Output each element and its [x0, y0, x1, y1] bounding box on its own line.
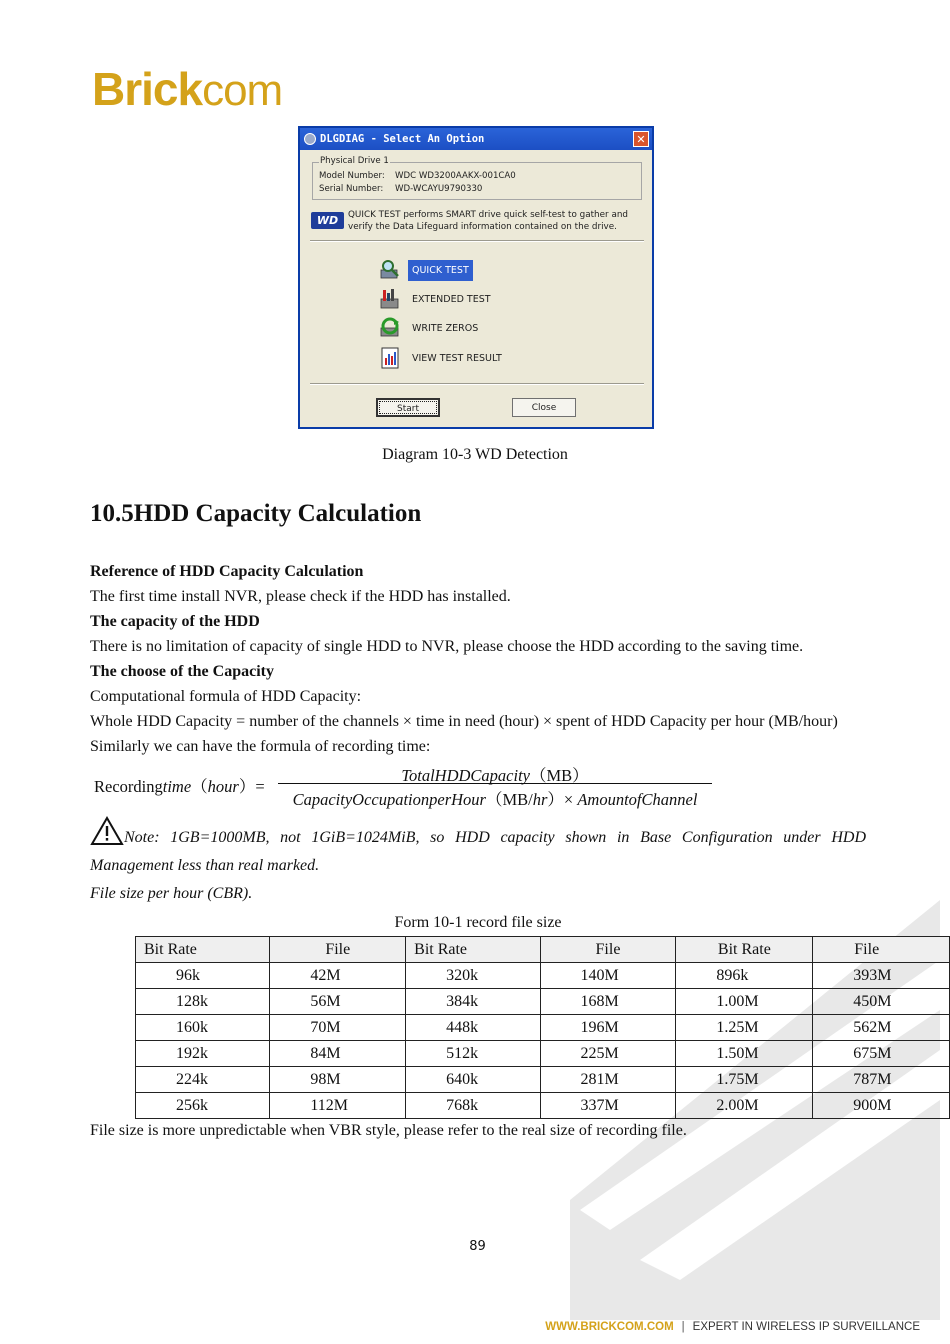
tools-drive-icon	[378, 287, 402, 311]
similar-line: Similarly we can have the formula of recording time:	[90, 738, 431, 755]
table-cell: 384k	[406, 989, 540, 1015]
table-cell: 140M	[540, 963, 676, 989]
denominator-a: CapacityOccupationperHour	[292, 790, 486, 809]
dialog-title-bar	[300, 128, 652, 150]
close-icon[interactable]: ✕	[633, 131, 649, 147]
table-cell: 337M	[540, 1093, 676, 1119]
header-cell: Bit Rate	[676, 937, 813, 963]
table-cell: 225M	[540, 1041, 676, 1067]
model-row	[319, 171, 516, 181]
formula-lhs-d: hour	[207, 777, 239, 796]
footer-website[interactable]: WWW.BRICKCOM.COM	[545, 1321, 674, 1333]
table-cell: 42M	[270, 963, 406, 989]
denominator-b: （MB/	[485, 790, 533, 809]
section-title: 10.5HDD Capacity Calculation	[90, 500, 422, 527]
table-cell: 640k	[406, 1067, 540, 1093]
footer-separator: |	[681, 1321, 685, 1333]
table-row	[136, 989, 950, 1015]
file-size-table	[135, 936, 950, 1119]
capacity-text: There is no limitation of capacity of single HDD to NVR, please choose the HDD according to the saving time.	[90, 638, 804, 655]
brickcom-logo	[92, 63, 283, 115]
figure-caption: Diagram 10-3 WD Detection	[382, 446, 568, 463]
recording-time-formula	[94, 762, 734, 808]
group-legend: Physical Drive 1	[320, 156, 389, 166]
fraction-bar	[278, 783, 712, 784]
table-cell: 112M	[270, 1093, 406, 1119]
choose-heading: The choose of the Capacity	[90, 663, 274, 680]
table-cell: 160k	[136, 1015, 270, 1041]
numerator-a: TotalHDDCapacity	[401, 766, 530, 785]
note-text: Note: 1GB=1000MB, not 1GiB=1024MiB, so HDD capacity shown in Base Configuration under HDD Management less than real marked.	[90, 829, 866, 874]
physical-drive-group	[312, 156, 642, 200]
report-icon	[378, 346, 402, 370]
table-cell: 281M	[540, 1067, 676, 1093]
table-row	[136, 1093, 950, 1119]
logo-light: com	[202, 66, 283, 115]
table-cell: 128k	[136, 989, 270, 1015]
table-cell: 1.00M	[676, 989, 813, 1015]
test-description: QUICK TEST performs SMART drive quick self-test to gather and verify the Data Lifeguard information contained on the drive.	[348, 210, 628, 232]
table-cell: 1.75M	[676, 1067, 813, 1093]
header-cell: File	[813, 937, 950, 963]
denominator-c: hr	[532, 790, 548, 809]
option-label: QUICK TEST	[408, 260, 473, 281]
formula-lhs-b: time	[162, 777, 192, 796]
reference-text: The first time install NVR, please check if the HDD has installed.	[90, 588, 511, 605]
formula-intro: Computational formula of HDD Capacity:	[90, 688, 362, 705]
table-cell: 512k	[406, 1041, 540, 1067]
table-row	[136, 1015, 950, 1041]
table-cell: 192k	[136, 1041, 270, 1067]
note-block	[90, 816, 866, 908]
logo-bold: Brick	[92, 63, 203, 115]
serial-row	[319, 184, 482, 194]
magnifier-drive-icon	[378, 258, 402, 282]
formula-lhs-e: ）=	[238, 777, 265, 796]
vbr-note: File size is more unpredictable when VBR style, please refer to the real size of recording file.	[90, 1122, 687, 1139]
table-row	[136, 963, 950, 989]
serial-label: Serial Number:	[319, 184, 384, 194]
table-cell: 168M	[540, 989, 676, 1015]
table-cell: 56M	[270, 989, 406, 1015]
table-cell: 320k	[406, 963, 540, 989]
wd-logo-icon: WD	[311, 212, 344, 229]
formula-lhs-a: Recording	[94, 777, 163, 796]
option-extended-test[interactable]	[378, 287, 495, 311]
reference-heading: Reference of HDD Capacity Calculation	[90, 563, 364, 580]
capacity-formula: Whole HDD Capacity = number of the channels × time in need (hour) × spent of HDD Capacity per hour (MB/hour)	[90, 713, 838, 730]
option-write-zeros[interactable]	[378, 316, 482, 340]
model-label: Model Number:	[319, 171, 385, 181]
model-value: WDC WD3200AAKX-001CA0	[395, 171, 516, 181]
serial-value: WD-WCAYU9790330	[395, 184, 483, 194]
table-cell: 70M	[270, 1015, 406, 1041]
denominator-e: AmountofChannel	[577, 790, 698, 809]
header-cell: File	[540, 937, 676, 963]
app-icon	[304, 133, 316, 145]
option-label: EXTENDED TEST	[412, 293, 491, 305]
table-cell: 98M	[270, 1067, 406, 1093]
recycle-icon	[378, 316, 402, 340]
table-cell: 900M	[813, 1093, 950, 1119]
close-button[interactable]: Close	[512, 398, 576, 417]
table-cell: 84M	[270, 1041, 406, 1067]
table-cell: 224k	[136, 1067, 270, 1093]
table-cell: 787M	[813, 1067, 950, 1093]
option-label: WRITE ZEROS	[412, 322, 479, 334]
page-number: 89	[469, 1239, 486, 1254]
table-cell: 675M	[813, 1041, 950, 1067]
option-quick-test[interactable]	[378, 258, 473, 282]
divider	[310, 383, 644, 385]
divider	[310, 240, 644, 242]
formula-lhs	[94, 773, 265, 797]
table-row	[136, 1067, 950, 1093]
capacity-heading: The capacity of the HDD	[90, 613, 260, 630]
option-view-test-result[interactable]	[378, 346, 506, 370]
table-cell: 1.25M	[676, 1015, 813, 1041]
table-cell: 96k	[136, 963, 270, 989]
table-cell: 1.50M	[676, 1041, 813, 1067]
table-cell: 196M	[540, 1015, 676, 1041]
table-row	[136, 1041, 950, 1067]
warning-icon	[90, 816, 124, 846]
dialog-title: DLGDIAG - Select An Option	[320, 133, 485, 145]
denominator-d: ）×	[547, 790, 578, 809]
table-cell: 393M	[813, 963, 950, 989]
table-cell: 896k	[676, 963, 813, 989]
table-cell: 448k	[406, 1015, 540, 1041]
numerator-b: （MB）	[529, 766, 589, 785]
header-cell: File	[270, 937, 406, 963]
header-cell: Bit Rate	[136, 937, 270, 963]
option-label: VIEW TEST RESULT	[412, 352, 502, 364]
table-cell: 562M	[813, 1015, 950, 1041]
table-cell: 2.00M	[676, 1093, 813, 1119]
table-cell: 450M	[813, 989, 950, 1015]
formula-lhs-c: （	[191, 777, 208, 796]
header-cell: Bit Rate	[406, 937, 540, 963]
table-cell: 256k	[136, 1093, 270, 1119]
footer	[545, 1321, 920, 1333]
footer-tagline: EXPERT IN WIRELESS IP SURVEILLANCE	[692, 1321, 920, 1333]
file-size-line: File size per hour (CBR).	[90, 885, 253, 902]
table-header-row	[136, 937, 950, 963]
formula-denominator	[278, 786, 712, 810]
start-button[interactable]: Start	[376, 398, 440, 417]
table-caption: Form 10-1 record file size	[394, 914, 562, 931]
table-cell: 768k	[406, 1093, 540, 1119]
dlgdiag-dialog	[298, 126, 654, 429]
